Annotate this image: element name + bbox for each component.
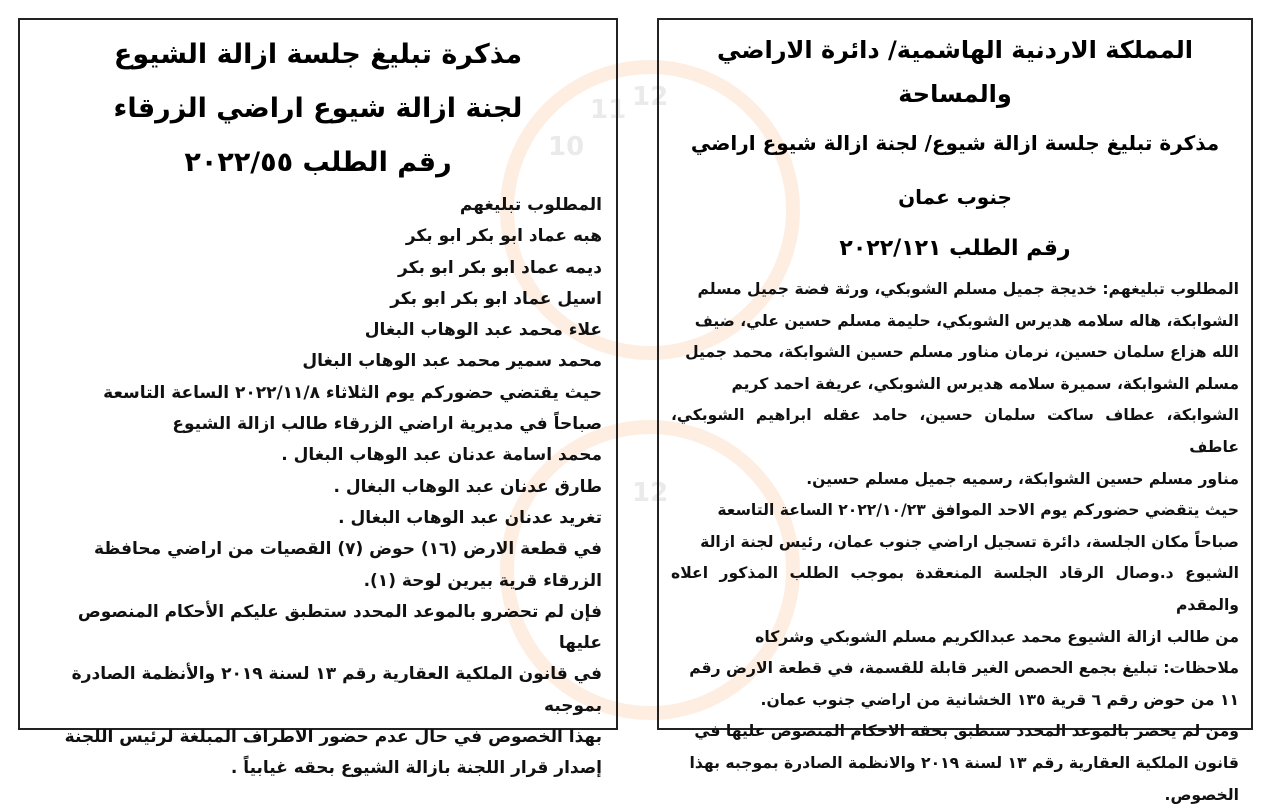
left-notice-line: محمد اسامة عدنان عبد الوهاب البغال . [34,440,602,471]
left-notice-line: الزرقاء قرية بيرين لوحة (١). [34,566,602,597]
left-notice-line: علاء محمد عبد الوهاب البغال [34,315,602,346]
right-notice-line: المطلوب تبليغهم: خديجة جميل مسلم الشوبكي، ورثة فضة جميل مسلم [671,274,1239,306]
right-notice-line: ملاحظات: تبليغ بجمع الحصص الغير قابلة للقسمة، في قطعة الارض رقم [671,653,1239,685]
right-notice-line: الخصوص. [671,780,1239,811]
left-notice-title: مذكرة تبليغ جلسة ازالة الشيوع [34,28,602,82]
left-notice-line: هبه عماد ابو بكر ابو بكر [34,221,602,252]
left-notice-request-number: رقم الطلب ٢٠٢٢/٥٥ [34,136,602,190]
left-notice-line: محمد سمير محمد عبد الوهاب البغال [34,346,602,377]
right-notice-line: الشيوع د.وصال الرقاد الجلسة المنعقدة بموجب الطلب المذكور اعلاه والمقدم [671,558,1239,621]
right-notice-line: ومن لم يحضر بالموعد المحدد سنطبق بحقه الاحكام المنصوص عليها في [671,716,1239,748]
left-notice-line: ديمه عماد ابو بكر ابو بكر [34,253,602,284]
right-notice-line: قانون الملكية العقارية رقم ١٣ لسنة ٢٠١٩ والانظمة الصادرة بموجبه بهذا [671,748,1239,780]
watermark-digit: 12 [632,478,668,508]
left-notice-line: صباحاً في مديرية اراضي الزرقاء طالب ازالة الشيوع [34,409,602,440]
right-notice-line: مسلم الشوابكة، سميرة سلامه هديرس الشوبكي، عريفة احمد كريم [671,369,1239,401]
right-notice-line: الشوابكة، عطاف ساكت سلمان حسين، حامد عقله ابراهيم الشوبكي، عاطف [671,400,1239,463]
right-notice-line: حيث يتقضي حضوركم يوم الاحد الموافق ٢٠٢٢/١٠/٢٣ الساعة التاسعة [671,495,1239,527]
right-notice-line: من طالب ازالة الشيوع محمد عبدالكريم مسلم الشوبكي وشركاه [671,622,1239,654]
left-notice-line: إصدار قرار اللجنة بازالة الشيوع بحقه غيابياً . [34,753,602,784]
left-notice-line: فإن لم تحضرو بالموعد المحدد ستطبق عليكم الأحكام المنصوص عليها [34,597,602,660]
left-notice-line: تغريد عدنان عبد الوهاب البغال . [34,503,602,534]
watermark-digit: 11 [590,95,626,125]
right-notice-line: ١١ من حوض رقم ٦ قرية ١٣٥ الخشانية من اراضي جنوب عمان. [671,685,1239,717]
right-notice-line: صباحاً مكان الجلسة، دائرة تسجيل اراضي جنوب عمان، رئيس لجنة ازالة [671,527,1239,559]
left-notice-line: في قطعة الارض (١٦) حوض (٧) القصيات من اراضي محافظة [34,534,602,565]
left-notice [18,18,618,730]
left-notice-line: بهذا الخصوص في حال عدم حضور الاطراف المبلغة لرئيس اللجنة [34,722,602,753]
watermark-digit: 12 [632,82,668,112]
right-notice-line: مناور مسلم حسين الشوابكة، رسميه جميل مسلم حسين. [671,464,1239,496]
left-notice-line: المطلوب تبليغهم [34,190,602,221]
left-notice-line: اسيل عماد ابو بكر ابو بكر [34,284,602,315]
watermark-digit: 10 [548,132,584,162]
left-notice-line: في قانون الملكية العقارية رقم ١٣ لسنة ٢٠١٩ والأنظمة الصادرة بموجبه [34,659,602,722]
left-notice-line: حيث يقتضي حضوركم يوم الثلاثاء ٢٠٢٢/١١/٨ الساعة التاسعة [34,378,602,409]
left-notice-committee: لجنة ازالة شيوع اراضي الزرقاء [34,82,602,136]
left-notice-line: طارق عدنان عبد الوهاب البغال . [34,472,602,503]
right-notice-line: الشوابكة، هاله سلامه هديرس الشوبكي، حليمة مسلم حسين علي، ضيف [671,306,1239,338]
right-notice-committee: مذكرة تبليغ جلسة ازالة شيوع/ لجنة ازالة شيوع اراضي جنوب عمان [671,116,1239,224]
right-notice-line: الله هزاع سلمان حسين، نرمان مناور مسلم حسين الشوابكة، محمد جميل [671,337,1239,369]
right-notice-request-number: رقم الطلب ٢٠٢٢/١٢١ [671,224,1239,274]
right-notice-ministry-title: المملكة الاردنية الهاشمية/ دائرة الاراضي والمساحة [671,28,1239,116]
right-notice [657,18,1253,730]
